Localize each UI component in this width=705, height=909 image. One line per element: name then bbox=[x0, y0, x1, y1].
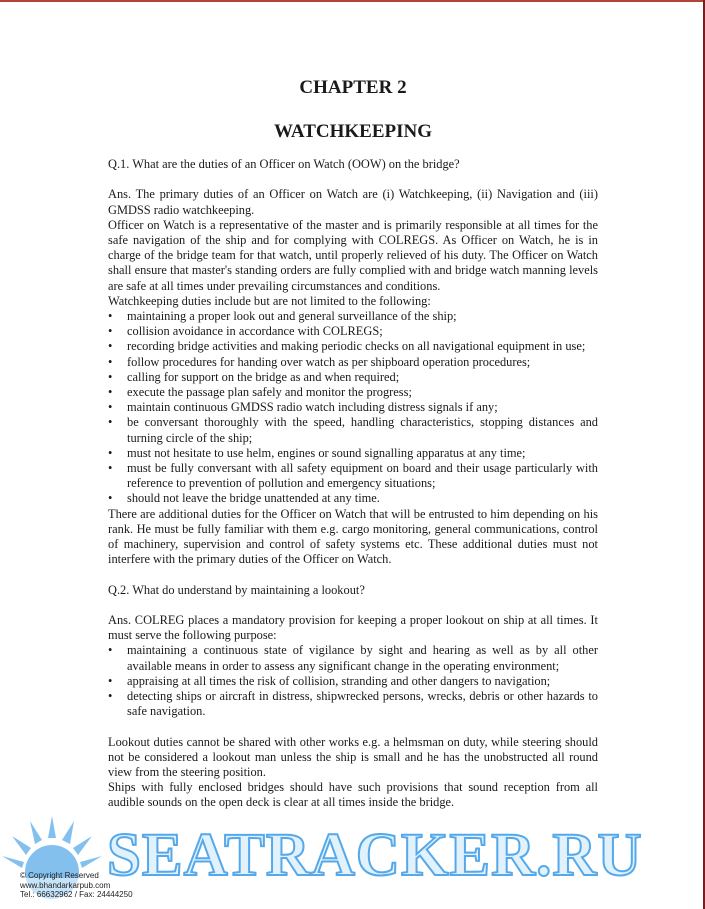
q1-duties-list bbox=[108, 309, 598, 507]
chapter-heading: CHAPTER 2 bbox=[299, 77, 407, 98]
q1-list-intro: Watchkeeping duties include but are not limited to the following: bbox=[108, 293, 431, 308]
list-item: • be conversant thoroughly with the speed, handling characteristics, stopping distances and turning circle of the ship; bbox=[108, 415, 598, 445]
website-text: www.bhandarkarpub.com bbox=[20, 880, 111, 890]
list-item: • must not hesitate to use helm, engines or sound signalling apparatus at any time; bbox=[108, 446, 598, 461]
copyright-footer bbox=[20, 871, 133, 900]
list-item: • appraising at all times the risk of collision, stranding and other dangers to navigation; bbox=[108, 674, 598, 689]
q2-purposes-list bbox=[108, 643, 598, 719]
list-item: • calling for support on the bridge as and when required; bbox=[108, 370, 598, 385]
q2-answer-intro: Ans. COLREG places a mandatory provision for keeping a proper lookout on ship at all times. It must serve the following purpose: bbox=[108, 613, 598, 643]
q1-closing: There are additional duties for the Officer on Watch that will be entrusted to him depending on his rank. He must be fully familiar with them e.g. cargo monitoring, general communications, control of machinery, supervision and control of safety systems etc. These additional duties must not interfere with the primary duties of the Officer on Watch. bbox=[108, 506, 598, 567]
copyright-text: © Copyright Reserved bbox=[20, 871, 99, 880]
list-item: • recording bridge activities and making periodic checks on all navigational equipment in use; bbox=[108, 339, 598, 354]
list-item: • collision avoidance in accordance with COLREGS; bbox=[108, 324, 598, 339]
document-body bbox=[108, 157, 598, 811]
list-item: • follow procedures for handing over watch as per shipboard operation procedures; bbox=[108, 355, 598, 370]
list-item: • detecting ships or aircraft in distress, shipwrecked persons, wrecks, debris or other hazards to safe navigation. bbox=[108, 689, 598, 719]
chapter-title: WATCHKEEPING bbox=[273, 121, 432, 142]
list-item: • maintain continuous GMDSS radio watch including distress signals if any; bbox=[108, 400, 598, 415]
list-item: • should not leave the bridge unattended at any time. bbox=[108, 491, 598, 506]
list-item: • execute the passage plan safely and monitor the progress; bbox=[108, 385, 598, 400]
list-item: • maintaining a proper look out and general surveillance of the ship; bbox=[108, 309, 598, 324]
q2-question: Q.2. What do understand by maintaining a lookout? bbox=[108, 582, 365, 597]
page-border-top bbox=[0, 0, 705, 2]
contact-text: Tel.: 66632962 / Fax: 24444250 bbox=[20, 890, 133, 899]
list-item: • maintaining a continuous state of vigilance by sight and hearing as well as by all other available means in order to assess any significant change in the operating environment; bbox=[108, 643, 598, 673]
q2-paragraph-2: Ships with fully enclosed bridges should have such provisions that sound reception from all audible sounds on the open deck is clear at all times inside the bridge. bbox=[108, 780, 598, 810]
q1-paragraph: Officer on Watch is a representative of the master and is primarily responsible at all times for the safe navigation of the ship and for complying with COLREGS. As Officer on Watch, he is in charge of the bridge team for that watch, until properly relieved of his duty. The Officer on Watch shall ensure that master's standing orders are fully complied with and bridge watch manning levels are safe at all times under prevailing circumstances and conditions. bbox=[108, 217, 598, 293]
q1-answer-intro: Ans. The primary duties of an Officer on Watch are (i) Watchkeeping, (ii) Navigation and (iii) GMDSS radio watchkeeping. bbox=[108, 187, 598, 217]
list-item: • must be fully conversant with all safety equipment on board and their usage particularly with reference to prevention of pollution and emergency situations; bbox=[108, 461, 598, 491]
watermark-text: SEATRACKER.RU bbox=[107, 822, 643, 889]
q1-question: Q.1. What are the duties of an Officer on Watch (OOW) on the bridge? bbox=[108, 157, 460, 171]
q2-paragraph-1: Lookout duties cannot be shared with other works e.g. a helmsman on duty, while steering should not be considered a lookout man unless the ship is small and he has the unobstructed all round view from the steering position. bbox=[108, 734, 598, 780]
